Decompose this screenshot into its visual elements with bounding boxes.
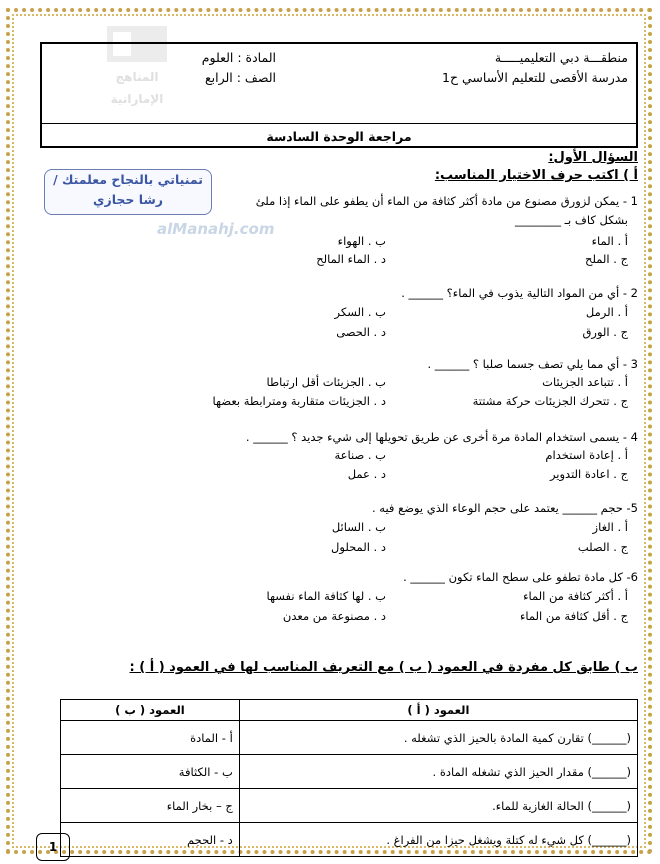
- header-divider: [42, 123, 636, 124]
- matching-table-header: [61, 700, 638, 721]
- school-name: مدرسة الأقصى للتعليم الأساسي ح1: [442, 70, 628, 85]
- worksheet-page: [22, 22, 638, 854]
- term-cell: د - الحجم: [61, 823, 240, 857]
- question-1-option-d[interactable]: د . الماء المالح: [316, 252, 386, 266]
- definition-cell[interactable]: (______) كل شيء له كتلة ويشغل حيزا من الفراغ .: [239, 823, 637, 857]
- wish-line2: رشا حجازي: [93, 192, 163, 207]
- question-1-line1: 1 - يمكن لزورق مصنوع من مادة أكثر كثافة من الماء أن يطفو على الماء إذا ملئ: [255, 194, 638, 208]
- question-one-title: السؤال الأول:: [548, 150, 638, 165]
- matching-table: [60, 699, 638, 857]
- question-3-option-a[interactable]: أ . تتباعد الجزيئات: [542, 375, 628, 389]
- question-4-stem: 4 - يسمى استخدام المادة مرة أخرى عن طريق تحويلها إلى شيء جديد ؟ ______ .: [245, 430, 638, 444]
- definition-cell[interactable]: (______) تقارن كمية المادة بالحيز الذي تشغله .: [239, 721, 637, 755]
- term-cell: ج – بخار الماء: [61, 789, 240, 823]
- subject-label: المادة : العلوم: [201, 50, 276, 65]
- question-6-option-c[interactable]: ج . أقل كثافة من الماء: [519, 609, 628, 623]
- question-3-option-d[interactable]: د . الجزيئات متقاربة ومترابطة بعضها: [212, 394, 386, 408]
- question-5-option-a[interactable]: أ . الغاز: [592, 520, 628, 534]
- wish-line1: تمنياتي بالنجاح معلمتك /: [53, 172, 203, 187]
- term-cell: ب - الكثافة: [61, 755, 240, 789]
- question-2-option-c[interactable]: ج . الورق: [582, 325, 628, 339]
- question-3-option-c[interactable]: ج . تتحرك الجزيئات حركة مشتتة: [472, 394, 628, 408]
- table-row: [61, 789, 638, 823]
- table-row: [61, 823, 638, 857]
- section-b-title: ب ) طابق كل مفردة في العمود ( ب ) مع التعريف المناسب لها في العمود ( أ ) :: [129, 660, 638, 675]
- question-2-option-b[interactable]: ب . السكر: [334, 305, 386, 319]
- question-1-option-c[interactable]: ج . الملح: [585, 252, 628, 266]
- question-5-option-d[interactable]: د . المحلول: [331, 540, 386, 554]
- header-box: [40, 42, 638, 148]
- question-6-option-b[interactable]: ب . لها كثافة الماء نفسها: [266, 589, 386, 603]
- section-a-title: أ ) اكتب حرف الاختيار المناسب:: [434, 168, 638, 183]
- question-6-option-d[interactable]: د . مصنوعة من معدن: [282, 609, 386, 623]
- definition-cell[interactable]: (______) الحالة الغازية للماء.: [239, 789, 637, 823]
- definition-cell[interactable]: (______) مقدار الحيز الذي تشغله المادة .: [239, 755, 637, 789]
- question-3-option-b[interactable]: ب . الجزيئات أقل ارتباطا: [266, 375, 386, 389]
- column-a-header: العمود ( أ ): [239, 700, 637, 721]
- question-5-stem: 5- حجم ______ يعتمد على حجم الوعاء الذي يوضع فيه .: [371, 501, 638, 515]
- table-row: [61, 755, 638, 789]
- watermark-site: alManahj.com: [157, 220, 275, 238]
- question-1-option-a[interactable]: أ . الماء: [591, 234, 628, 248]
- question-3-stem: 3 - أي مما يلي تصف جسما صلبا ؟ ______ .: [427, 357, 638, 371]
- watermark-line2: الإماراتية: [110, 92, 164, 106]
- grade-label: الصف : الرابع: [204, 70, 276, 85]
- header-school-info: [442, 48, 628, 88]
- question-4-option-a[interactable]: أ . إعادة استخدام: [545, 448, 628, 462]
- question-1-option-b[interactable]: ب . الهواء: [337, 234, 386, 248]
- question-6-option-a[interactable]: أ . أكثر كثافة من الماء: [523, 589, 628, 603]
- question-1-line2: بشكل كاف بـ ________: [515, 213, 628, 227]
- question-2-option-a[interactable]: أ . الرمل: [585, 305, 628, 319]
- question-4-option-c[interactable]: ج . اعادة التدوير: [549, 467, 628, 481]
- question-2-option-d[interactable]: د . الحصى: [336, 325, 386, 339]
- header-subject-info: [202, 48, 276, 88]
- district-name: منطقـــة دبي التعليميـــــة: [494, 50, 628, 65]
- watermark-line1: المناهج: [115, 70, 159, 84]
- question-4-option-b[interactable]: ب . صناعة: [334, 448, 386, 462]
- question-6-stem: 6- كل مادة تطفو على سطح الماء تكون ______ .: [403, 570, 638, 584]
- term-cell: أ - المادة: [61, 721, 240, 755]
- question-5-option-b[interactable]: ب . السائل: [331, 520, 386, 534]
- question-4-option-d[interactable]: د . عمل: [347, 467, 386, 481]
- worksheet-title: مراجعة الوحدة السادسة: [266, 129, 412, 144]
- column-b-header: العمود ( ب ): [61, 700, 240, 721]
- question-2-stem: 2 - أي من المواد التالية يذوب في الماء؟ ______ .: [401, 286, 638, 300]
- table-row: [61, 721, 638, 755]
- page-number: 1: [36, 833, 70, 861]
- question-1-stem: [38, 192, 638, 230]
- question-5-option-c[interactable]: ج . الصلب: [577, 540, 628, 554]
